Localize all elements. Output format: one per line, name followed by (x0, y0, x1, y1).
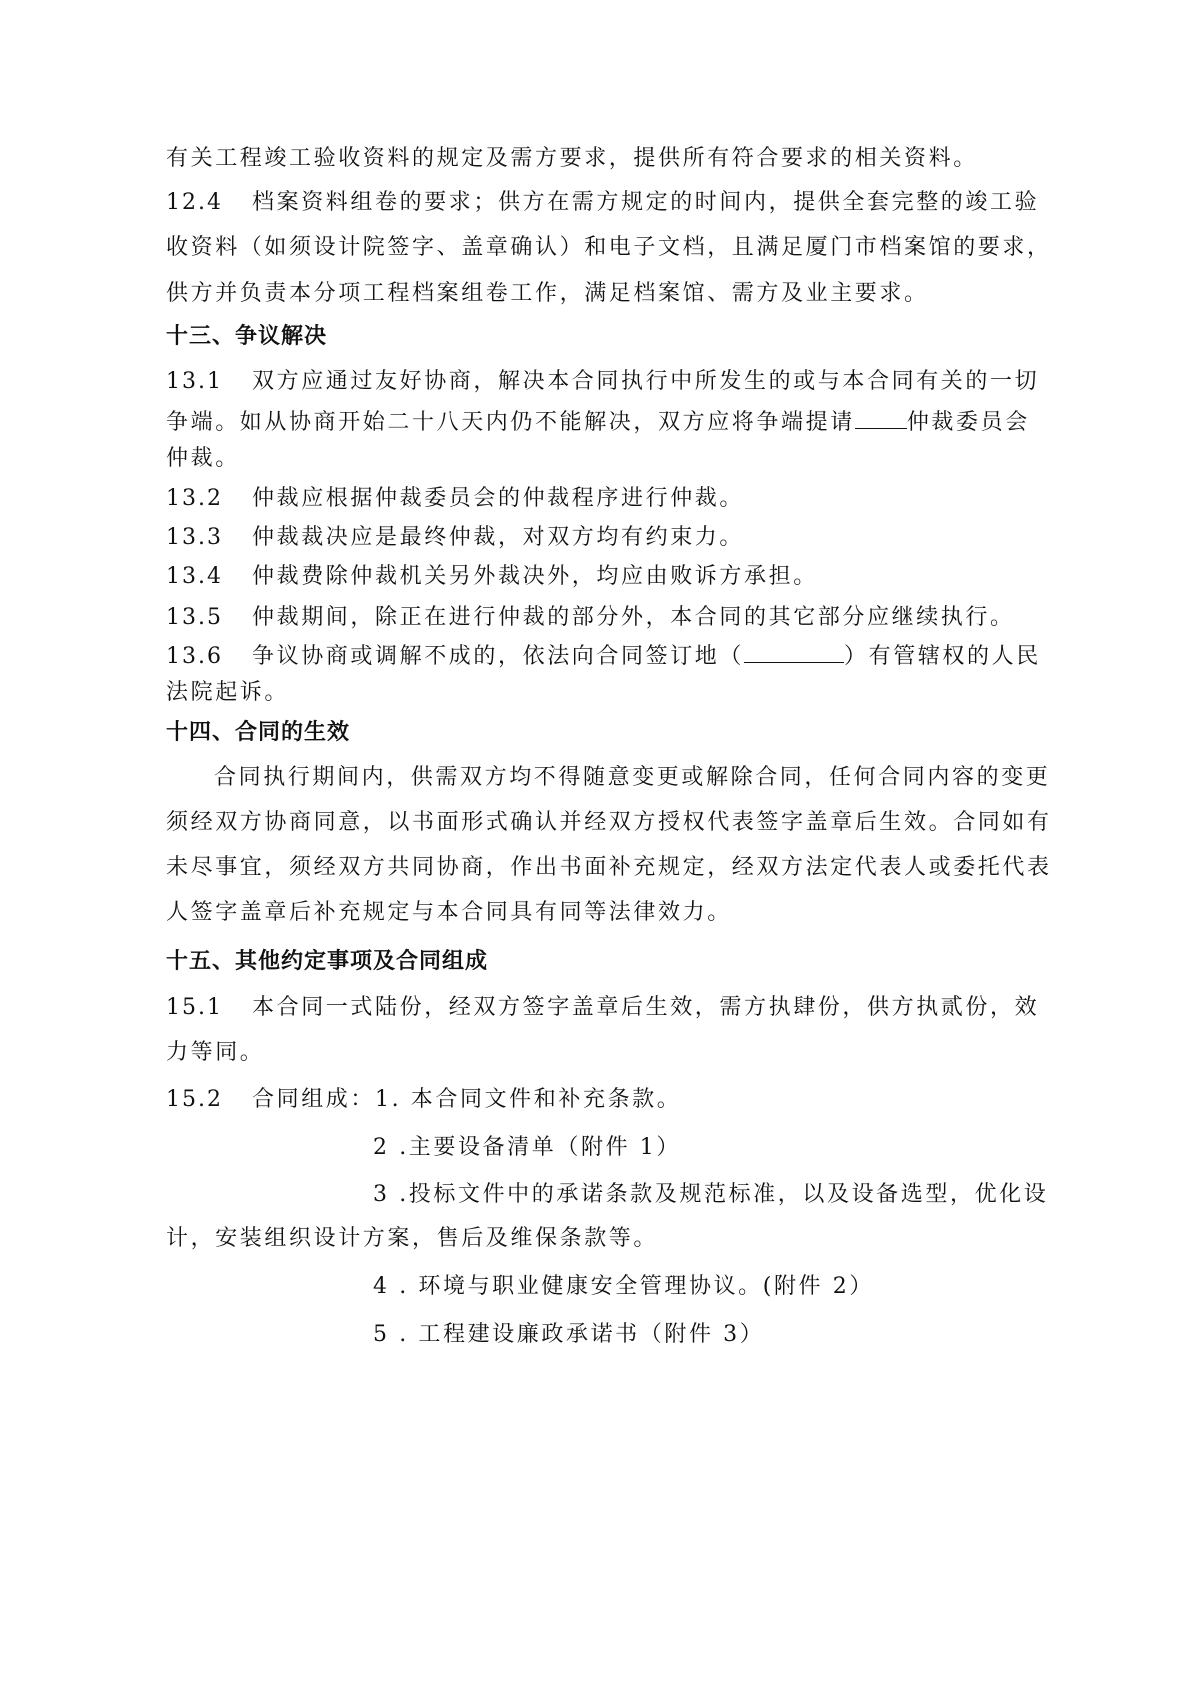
clause-13-4 (166, 562, 1046, 592)
contract-component-4 (373, 1272, 1200, 1302)
contract-component-5 (373, 1320, 1200, 1350)
paragraph-text: 合同执行期间内，供需双方均不得随意变更或解除合同，任何合同内容的变更 (214, 765, 1051, 790)
clause-text: 仲裁费除仲裁机关另外裁决外，均应由败诉方承担。 (252, 564, 818, 589)
clause-13-3 (166, 523, 1046, 553)
clause-text: 仲裁裁决应是最终仲裁，对双方均有约束力。 (252, 525, 745, 550)
clause-text: 供方并负责本分项工程档案组卷工作，满足档案馆、需方及业主要求。 (166, 281, 929, 306)
clause-12-4-line-3 (166, 279, 1046, 309)
clause-text: 本合同一式陆份，经双方签字盖章后生效，需方执肆份，供方执贰份，效 (252, 995, 1040, 1020)
clause-text: 法院起诉。 (166, 680, 290, 705)
section-14-line-1 (166, 763, 1094, 793)
clause-number: 13.4 (166, 564, 223, 589)
clause-text: 仲裁委员会 (906, 410, 1030, 435)
clause-text: 双方应通过友好协商，解决本合同执行中所发生的或与本合同有关的一切 (252, 369, 1040, 394)
clause-text: 收资料（如须设计院签字、盖章确认）和电子文档，且满足厦门市档案馆的要求， (166, 235, 1052, 260)
clause-13-1-line-1 (166, 367, 1046, 397)
clause-number: 13.1 (166, 369, 223, 394)
clause-number: 12.4 (166, 190, 223, 215)
paragraph-text: 未尽事宜，须经双方共同协商，作出书面补充规定，经双方法定代表人或委托代表 (166, 855, 1052, 880)
contract-component-3-line-1 (373, 1180, 1200, 1210)
clause-15-1-line-2 (166, 1038, 1046, 1068)
clause-text: 仲裁应根据仲裁委员会的仲裁程序进行仲裁。 (252, 486, 745, 511)
clause-15-1-line-1 (166, 993, 1046, 1023)
section-15-heading: 十五、其他约定事项及合同组成 (166, 949, 489, 974)
clause-number: 13.6 (166, 644, 223, 669)
clause-number: 15.1 (166, 995, 223, 1020)
component-text: 5 . 工程建设廉政承诺书（附件 3） (373, 1322, 765, 1347)
clause-text: 合同组成：1. 本合同文件和补充条款。 (252, 1087, 682, 1112)
paragraph-text: 人签字盖章后补充规定与本合同具有同等法律效力。 (166, 900, 732, 925)
clause-text: 争议协商或调解不成的，依法向合同签订地（ (252, 644, 745, 669)
clause-13-1-line-2 (166, 406, 1046, 438)
component-text: 4 . 环境与职业健康安全管理协议。(附件 2） (373, 1274, 874, 1299)
clause-text: ）有管辖权的人民 (844, 644, 1041, 669)
clause-text: 仲裁。 (166, 446, 240, 471)
clause-text: 仲裁期间，除正在进行仲裁的部分外，本合同的其它部分应继续执行。 (252, 605, 1015, 630)
clause-15-2-intro (166, 1085, 1046, 1115)
section-14-line-3 (166, 853, 1052, 883)
section-13-heading: 十三、争议解决 (166, 324, 328, 349)
clause-13-2 (166, 484, 1046, 514)
paragraph-text: 有关工程竣工验收资料的规定及需方要求，提供所有符合要求的相关资料。 (166, 146, 978, 171)
clause-13-6-line-2 (166, 678, 1046, 708)
clause-13-1-line-3 (166, 444, 1046, 474)
section-14-line-4 (166, 898, 1046, 928)
paragraph-continuation (166, 144, 1046, 174)
component-text: 3 .投标文件中的承诺条款及规范标准，以及设备选型，优化设 (373, 1182, 1049, 1207)
contract-component-2 (373, 1133, 1200, 1163)
clause-13-5 (166, 603, 1046, 633)
section-14-heading: 十四、合同的生效 (166, 720, 351, 745)
clause-text: 力等同。 (166, 1040, 265, 1065)
clause-12-4-line-2 (166, 233, 1052, 263)
section-14-line-2 (166, 808, 1052, 838)
clause-number: 13.2 (166, 486, 223, 511)
paragraph-text: 须经双方协商同意，以书面形式确认并经双方授权代表签字盖章后生效。合同如有 (166, 810, 1052, 835)
clause-12-4-line-1 (166, 188, 1046, 218)
component-text: 计，安装组织设计方案，售后及维保条款等。 (166, 1226, 659, 1251)
arbitration-committee-blank (855, 406, 907, 429)
signing-location-blank (744, 640, 844, 663)
clause-number: 13.3 (166, 525, 223, 550)
clause-number: 13.5 (166, 605, 223, 630)
contract-component-3-line-2 (166, 1224, 1046, 1254)
clause-text: 档案资料组卷的要求；供方在需方规定的时间内，提供全套完整的竣工验 (252, 190, 1040, 215)
clause-13-6-line-1 (166, 640, 1046, 672)
component-text: 2 .主要设备清单（附件 1） (373, 1135, 681, 1160)
clause-text: 争端。如从协商开始二十八天内仍不能解决，双方应将争端提请 (166, 410, 855, 435)
clause-number: 15.2 (166, 1087, 223, 1112)
